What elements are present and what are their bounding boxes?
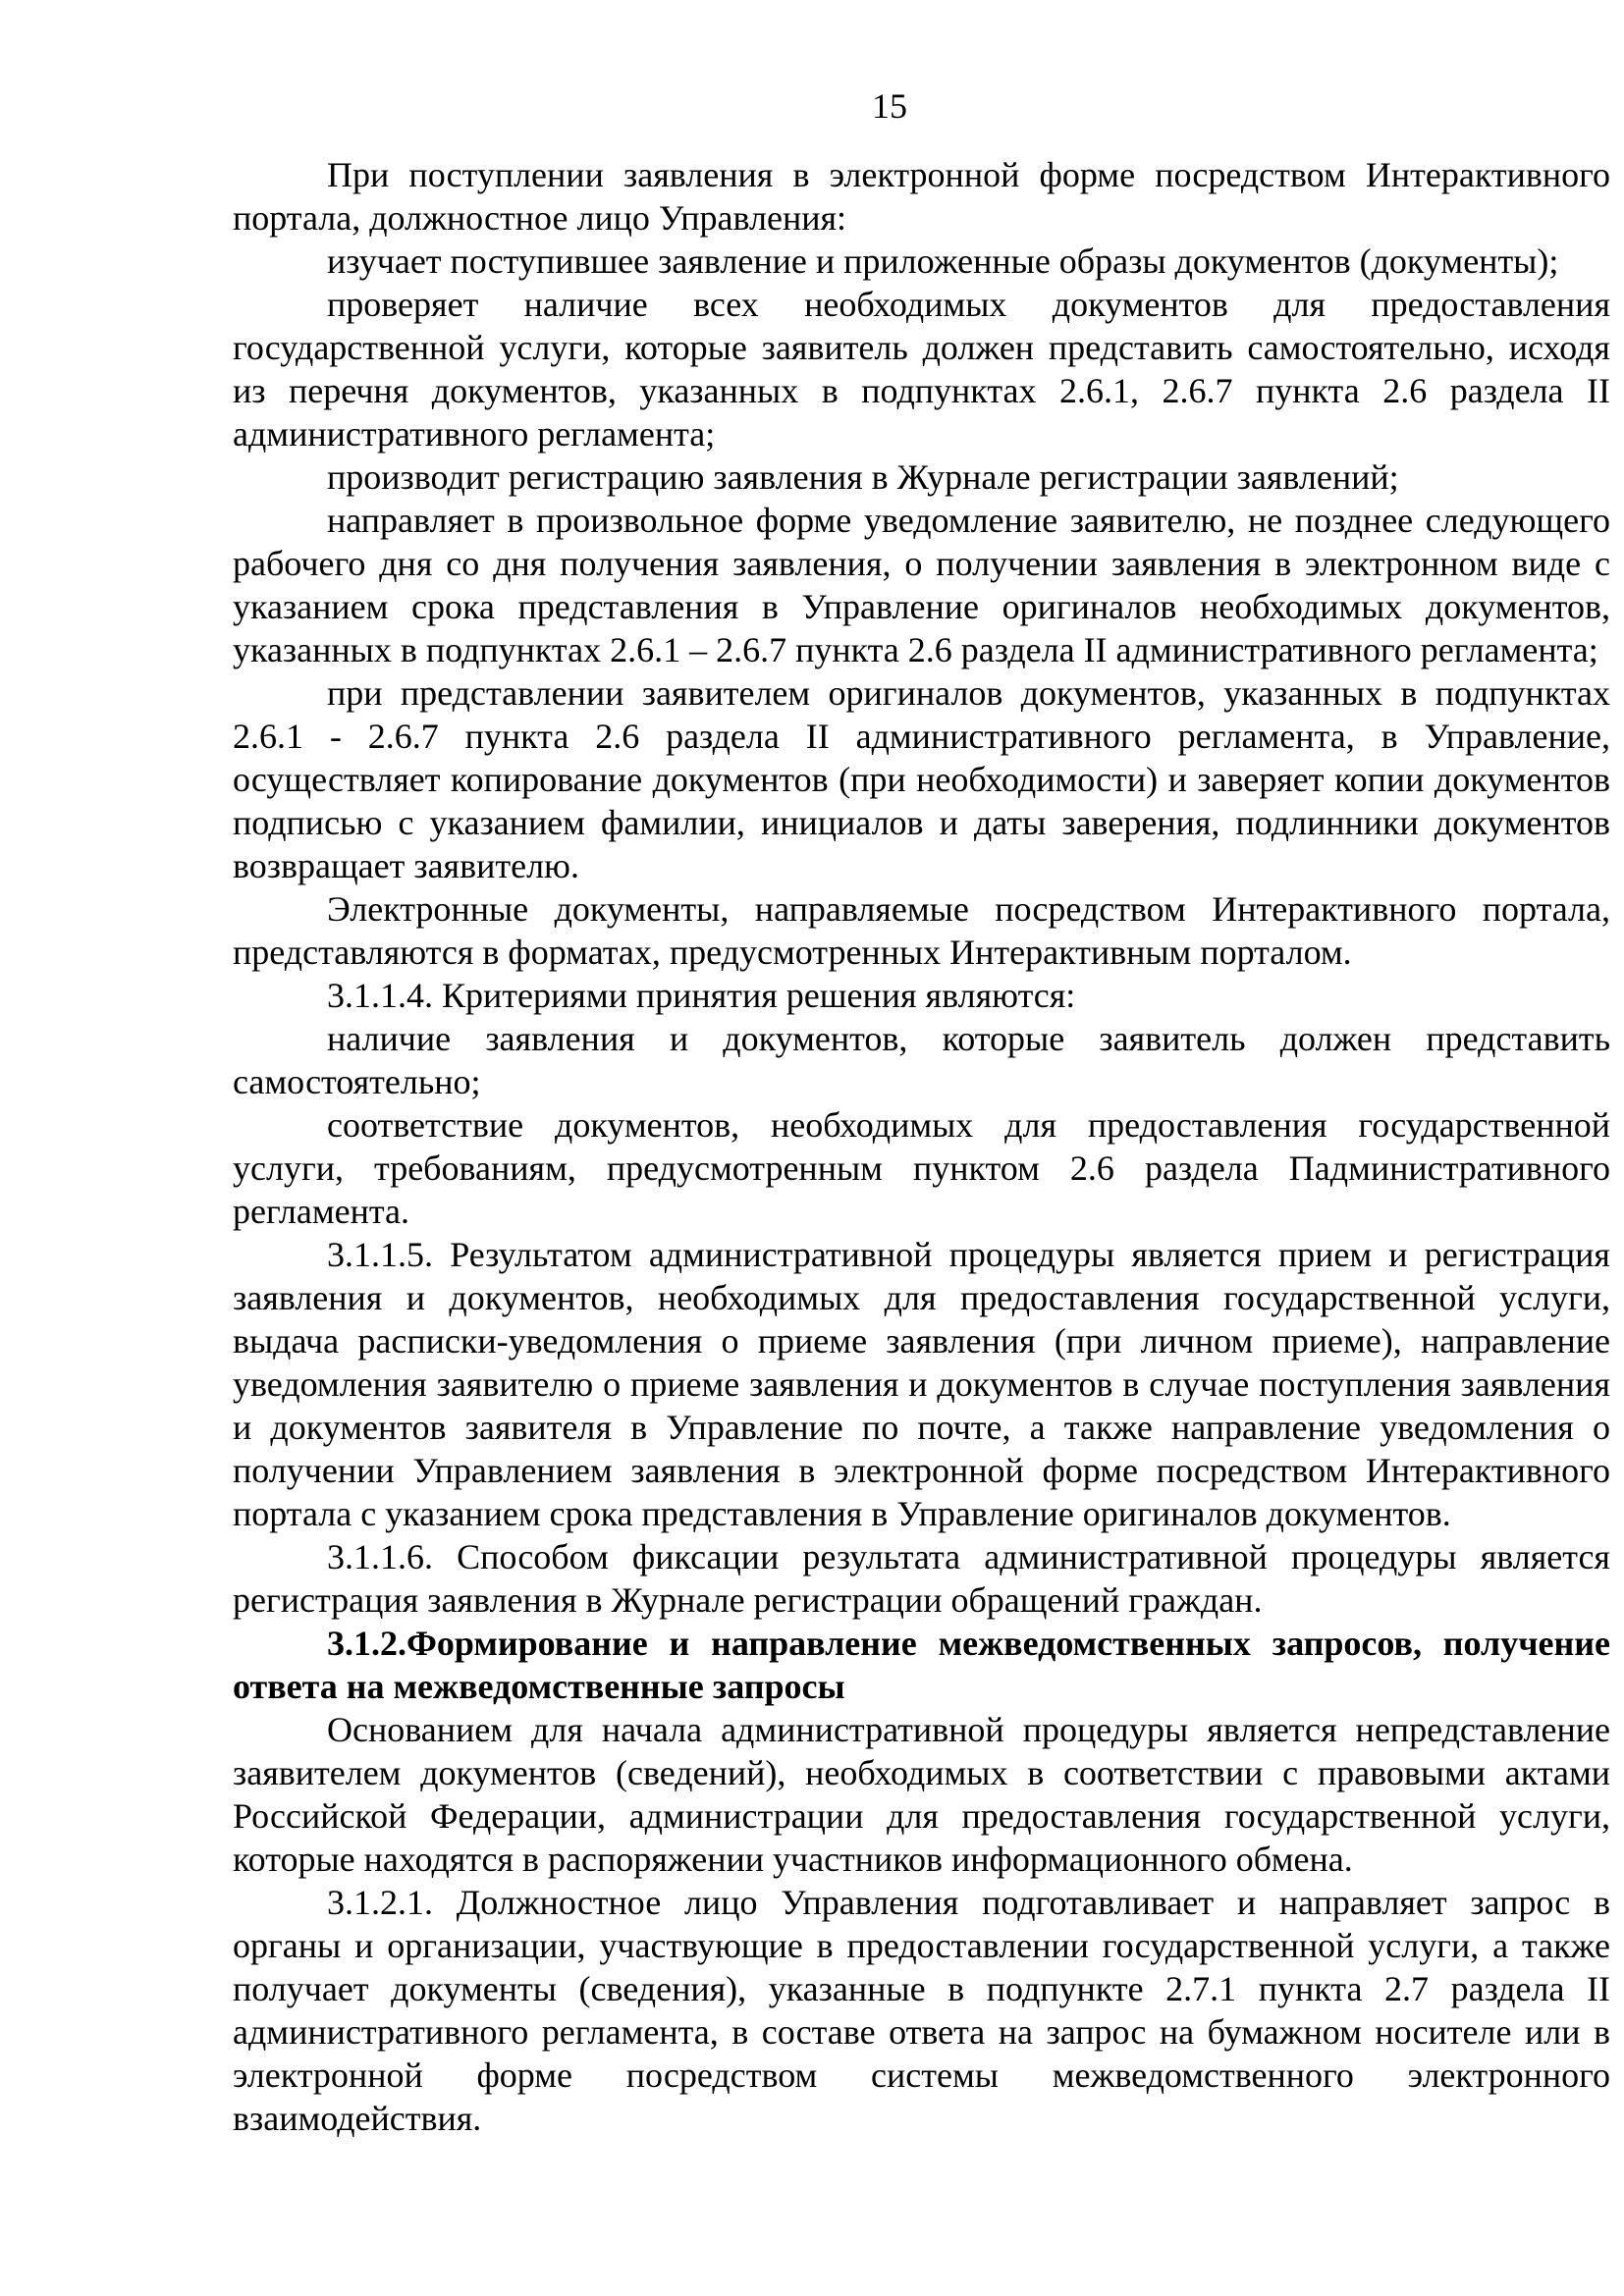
paragraph-basis-for-procedure: Основанием для начала административной процедуры является непредставление заявителем документов (сведений), необходимых в соответствии с правовыми актами Российской Федерации, администрации для предоставления государственной услуги, которые находятся в распоряжении участников информационного обмена.: [233, 1710, 1610, 1879]
paragraph-studies-application: изучает поступившее заявление и приложенные образы документов (документы);: [327, 241, 1559, 281]
paragraph-intro-interactive-portal: При поступлении заявления в электронной форме посредством Интерактивного портала, должностное лицо Управления:: [233, 155, 1610, 238]
paragraph-presence-of-application: наличие заявления и документов, которые заявитель должен представить самостоятельно;: [233, 1019, 1610, 1101]
paragraph-3-1-2-1-request: 3.1.2.1. Должностное лицо Управления подготавливает и направляет запрос в органы и организации, участвующие в предоставлении государственной услуги, а также получает документы (сведения), указанные в подпункте 2.7.1 пункта 2.7 раздела II административного регламента, в составе ответа на запрос на бумажном носителе или в электронной форме посредством системы межведомственного электронного взаимодействия.: [233, 1883, 1610, 2138]
paragraph-compliance-of-documents: соответствие документов, необходимых для предоставления государственной услуги, требованиям, предусмотренным пунктом 2.6 раздела Падминистративного регламента.: [233, 1105, 1610, 1231]
paragraph-registers-application: производит регистрацию заявления в Журнале регистрации заявлений;: [327, 457, 1399, 497]
paragraph-sends-notification: направляет в произвольное форме уведомление заявителю, не позднее следующего рабочего дня со дня получения заявления, о получении заявления в электронном виде с указанием срока представления в Управление оригиналов необходимых документов, указанных в подпунктах 2.6.1 – 2.6.7 пункта 2.6 раздела II административного регламента;: [233, 501, 1610, 669]
paragraph-originals-presented: при представлении заявителем оригиналов документов, указанных в подпунктах 2.6.1 - 2.6.7 пункта 2.6 раздела II административного регламента, в Управление, осуществляет копирование документов (при необходимости) и заверяет копии документов подписью с указанием фамилии, инициалов и даты заверения, подлинники документов возвращает заявителю.: [233, 673, 1610, 885]
document-body: [233, 153, 1610, 2140]
paragraph-checks-documents: проверяет наличие всех необходимых документов для предоставления государственной услуги, которые заявитель должен представить самостоятельно, исходя из перечня документов, указанных в подпунктах 2.6.1, 2.6.7 пункта 2.6 раздела II административного регламента;: [233, 285, 1610, 454]
paragraph-electronic-documents-formats: Электронные документы, направляемые посредством Интерактивного портала, представляются в форматах, предусмотренных Интерактивным порталом.: [233, 889, 1610, 972]
paragraph-3-1-1-5-result: 3.1.1.5. Результатом административной процедуры является прием и регистрация заявления и документов, необходимых для предоставления государственной услуги, выдача расписки-уведомления о приеме заявления (при личном приеме), направление уведомления заявителю о приеме заявления и документов в случае поступления заявления и документов заявителя в Управление по почте, а также направление уведомления о получении Управлением заявления в электронной форме посредством Интерактивного портала с указанием срока представления в Управление оригиналов документов.: [233, 1235, 1610, 1533]
page-number: 15: [872, 86, 907, 126]
paragraph-3-1-1-6-fixation: 3.1.1.6. Способом фиксации результата административной процедуры является регистрация заявления в Журнале регистрации обращений граждан.: [233, 1537, 1610, 1620]
paragraph-3-1-1-4-criteria: 3.1.1.4. Критериями принятия решения являются:: [327, 976, 1076, 1015]
section-heading-3-1-2: 3.1.2.Формирование и направление межведомственных запросов, получение ответа на межведомственные запросы: [233, 1624, 1610, 1706]
